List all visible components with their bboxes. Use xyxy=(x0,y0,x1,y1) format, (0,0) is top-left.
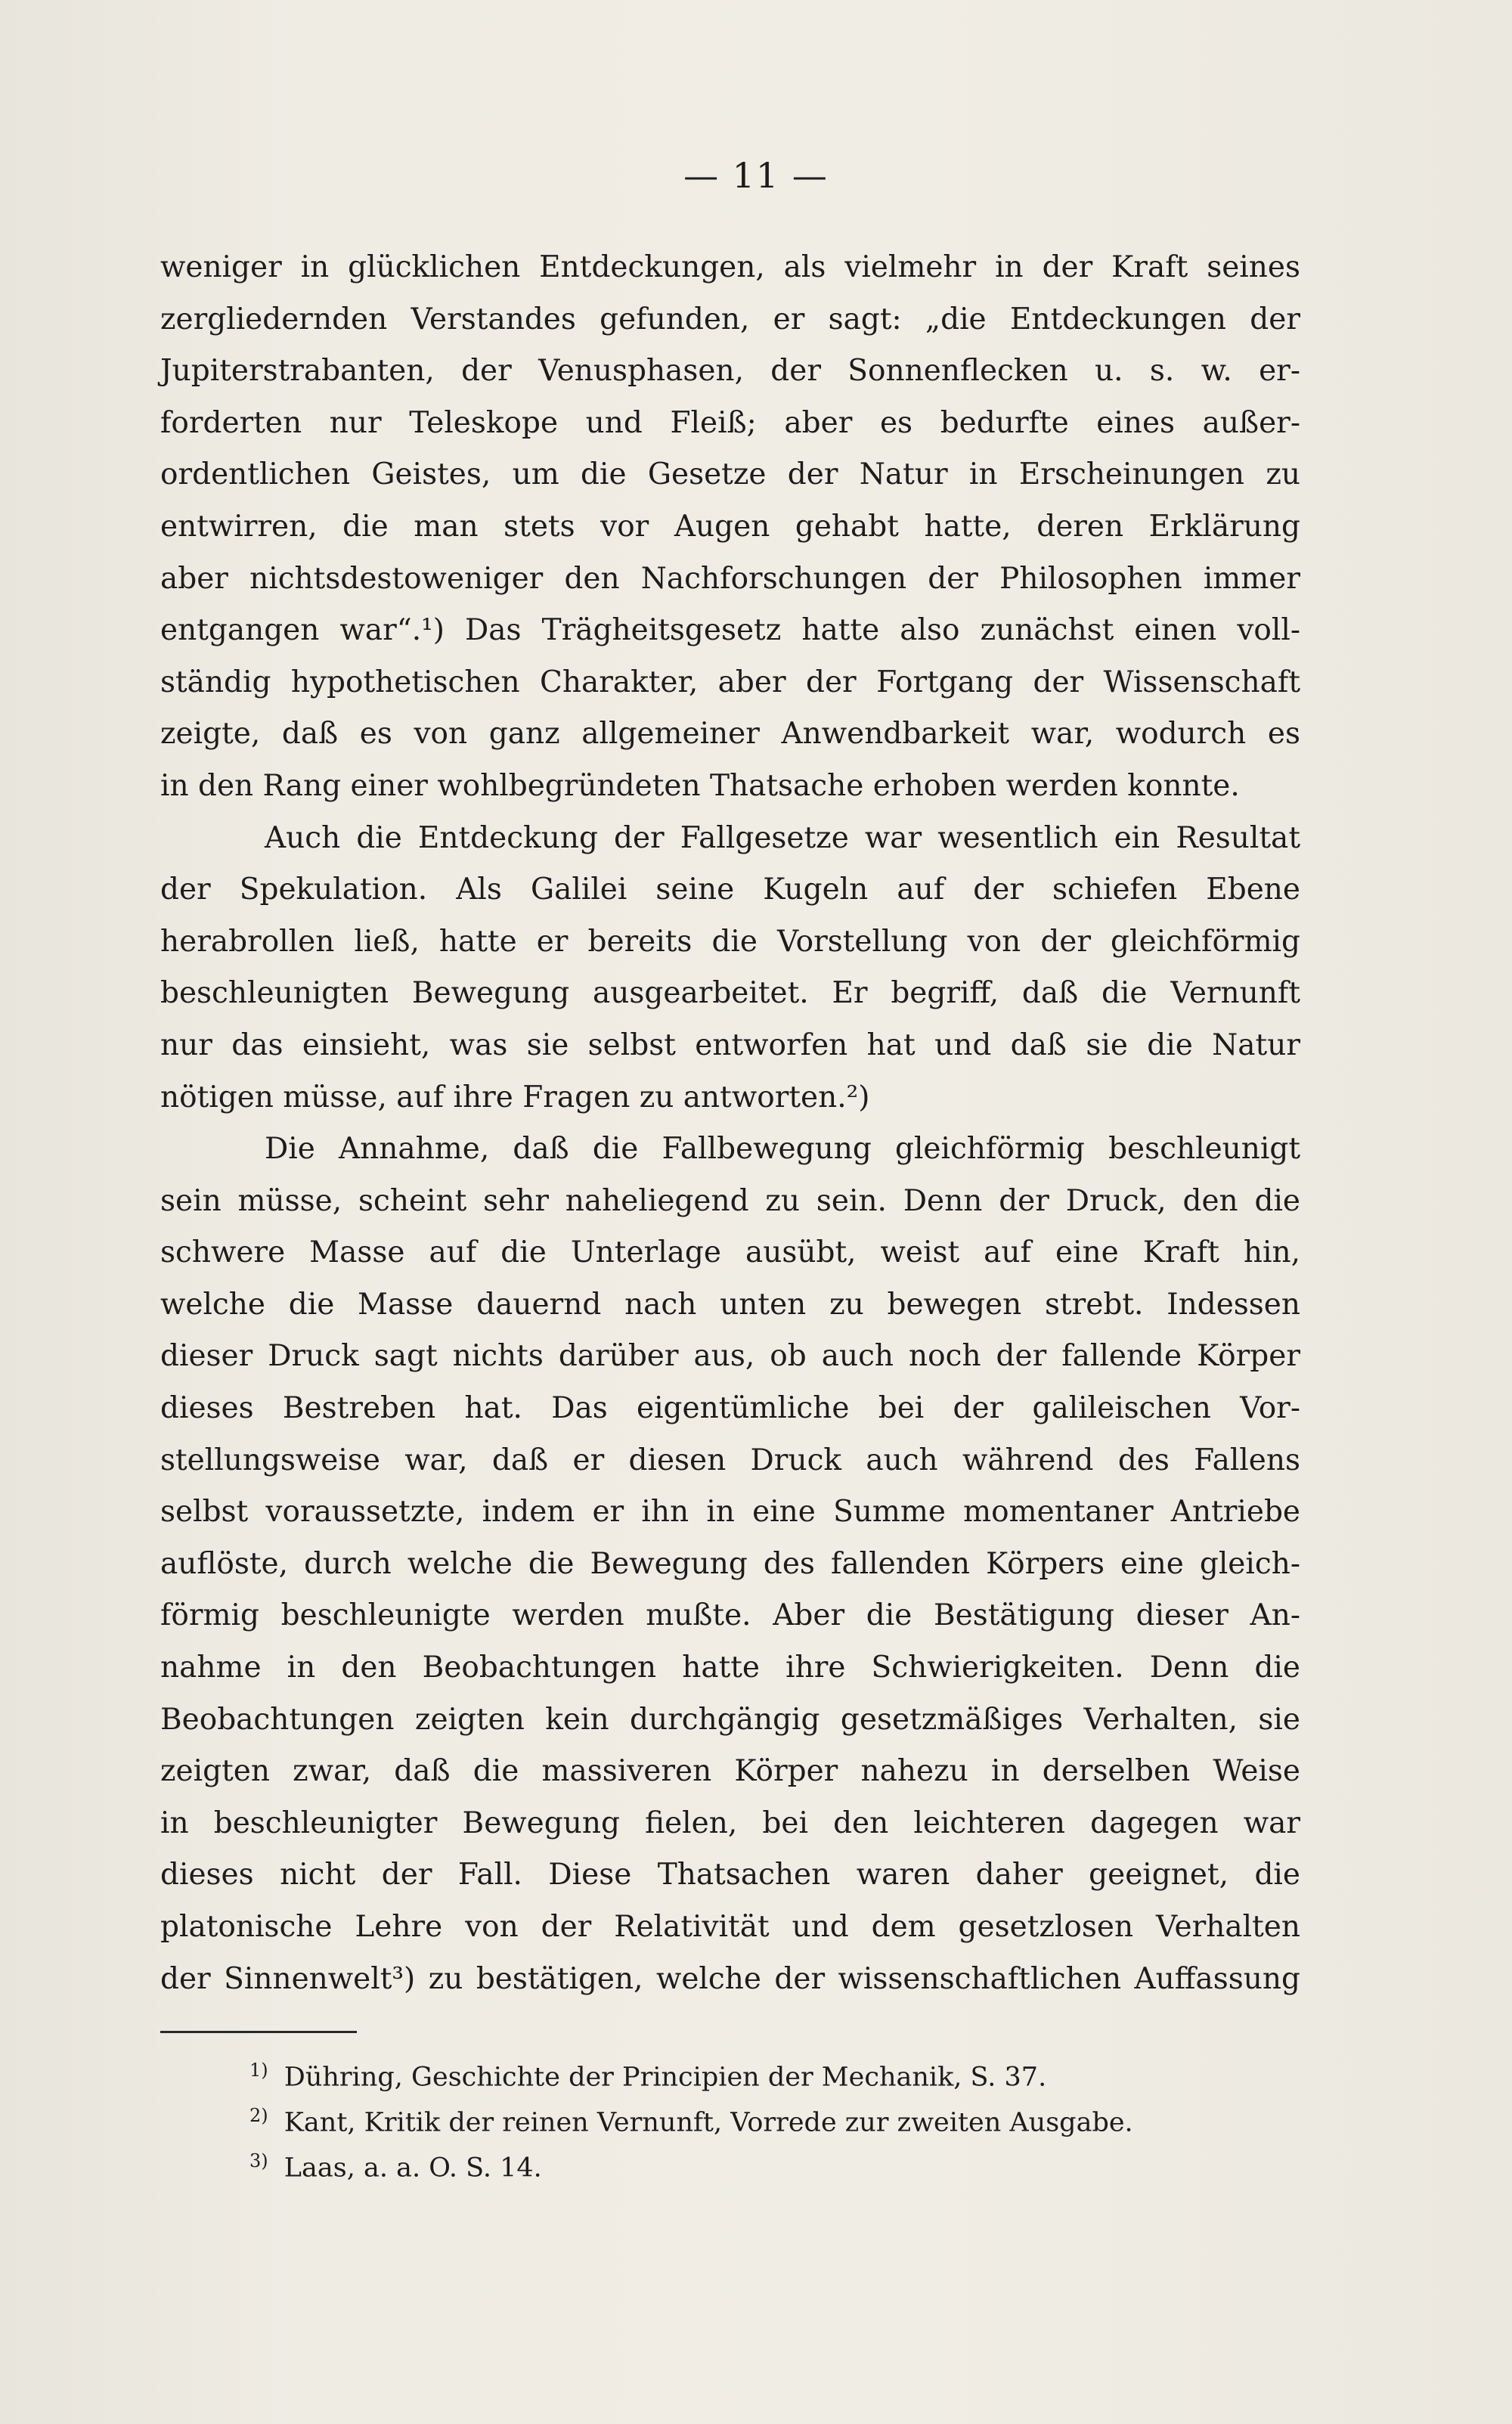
text-line: welche die Masse dauernd nach unten zu bewegen strebt. Indessen xyxy=(160,1287,1300,1322)
footnote-text: Laas, a. a. O. S. 14. xyxy=(284,2153,542,2184)
text-line: zeigte, daß es von ganz allgemeiner Anwendbarkeit war, wodurch es xyxy=(160,717,1300,752)
text-line: ständig hypothetischen Charakter, aber der Fortgang der Wissenschaft xyxy=(160,665,1300,699)
body-text xyxy=(160,242,1300,2005)
text-line: stellungsweise war, daß er diesen Druck auch während des Fallens xyxy=(160,1443,1300,1477)
footnote-mark: 1) xyxy=(249,2060,268,2081)
text-line: dieses Bestreben hat. Das eigentümliche bei der galileischen Vor- xyxy=(160,1391,1300,1426)
text-line: förmig beschleunigte werden mußte. Aber die Bestätigung dieser An- xyxy=(160,1598,1300,1633)
text-line: entgangen war“.¹) Das Trägheitsgesetz hatte also zunächst einen voll- xyxy=(160,613,1300,648)
text-line: forderten nur Teleskope und Fleiß; aber es bedurfte eines außer- xyxy=(160,405,1300,440)
text-line: platonische Lehre von der Relativität und dem gesetzlosen Verhalten xyxy=(160,1910,1300,1944)
footnote-mark: 2) xyxy=(249,2105,268,2126)
text-line: dieses nicht der Fall. Diese Thatsachen waren daher geeignet, die xyxy=(160,1858,1300,1892)
text-line: beschleunigten Bewegung ausgearbeitet. Er begriff, daß die Vernunft xyxy=(160,976,1300,1011)
text-line-paragraph-start: Auch die Entdeckung der Fallgesetze war wesentlich ein Resultat xyxy=(265,820,1300,855)
footnote-mark: 3) xyxy=(249,2150,268,2171)
text-line: nahme in den Beobachtungen hatte ihre Schwierigkeiten. Denn die xyxy=(160,1651,1300,1685)
text-line: in beschleunigter Bewegung fielen, bei den leichteren dagegen war xyxy=(160,1806,1300,1840)
text-line: sein müsse, scheint sehr naheliegend zu sein. Denn der Druck, den die xyxy=(160,1183,1300,1218)
text-line: weniger in glücklichen Entdeckungen, als vielmehr in der Kraft seines xyxy=(160,250,1300,284)
text-line: zergliedernden Verstandes gefunden, er sagt: „die Entdeckungen der xyxy=(160,302,1300,336)
footnote-text: Kant, Kritik der reinen Vernunft, Vorrede zur zweiten Ausgabe. xyxy=(284,2107,1133,2138)
text-line: entwirren, die man stets vor Augen gehabt hatte, deren Erklärung xyxy=(160,509,1300,544)
text-line: schwere Masse auf die Unterlage ausübt, weist auf eine Kraft hin, xyxy=(160,1235,1300,1270)
text-line: der Sinnenwelt³) zu bestätigen, welche der wissenschaftlichen Auffassung xyxy=(160,1961,1300,1996)
text-line-paragraph-start: Die Annahme, daß die Fallbewegung gleichförmig beschleunigt xyxy=(265,1132,1300,1167)
text-line: nötigen müsse, auf ihre Fragen zu antworten.²) xyxy=(160,1080,870,1114)
text-line: Beobachtungen zeigten kein durchgängig gesetzmäßiges Verhalten, sie xyxy=(160,1702,1300,1737)
text-line: dieser Druck sagt nichts darüber aus, ob auch noch der fallende Körper xyxy=(160,1339,1300,1374)
text-line: Jupiterstrabanten, der Venusphasen, der Sonnenflecken u. s. w. er- xyxy=(160,354,1300,389)
text-line: herabrollen ließ, hatte er bereits die Vorstellung von der gleichförmig xyxy=(160,924,1300,959)
footnote-1 xyxy=(249,2047,1308,2093)
text-line: zeigten zwar, daß die massiveren Körper nahezu in derselben Weise xyxy=(160,1754,1300,1789)
text-line: in den Rang einer wohlbegründeten Thatsache erhoben werden konnte. xyxy=(160,768,1240,803)
footnotes xyxy=(249,2047,1308,2184)
footnote-3 xyxy=(249,2138,1308,2184)
footnote-text: Dühring, Geschichte der Principien der Mechanik, S. 37. xyxy=(284,2062,1047,2093)
text-line: der Spekulation. Als Galilei seine Kugeln auf der schiefen Ebene xyxy=(160,873,1300,907)
text-line: auflöste, durch welche die Bewegung des fallenden Körpers eine gleich- xyxy=(160,1546,1300,1581)
text-line: aber nichtsdestoweniger den Nachforschungen der Philosophen immer xyxy=(160,561,1300,596)
text-line: ordentlichen Geistes, um die Gesetze der Natur in Erscheinungen zu xyxy=(160,457,1300,492)
text-line: selbst voraussetzte, indem er ihn in eine Summe momentaner Antriebe xyxy=(160,1495,1300,1530)
page-number-header: — 11 — xyxy=(683,155,829,196)
footnote-divider xyxy=(160,2031,357,2033)
footnote-2 xyxy=(249,2093,1308,2138)
text-line: nur das einsieht, was sie selbst entworfen hat und daß sie die Natur xyxy=(160,1028,1300,1062)
